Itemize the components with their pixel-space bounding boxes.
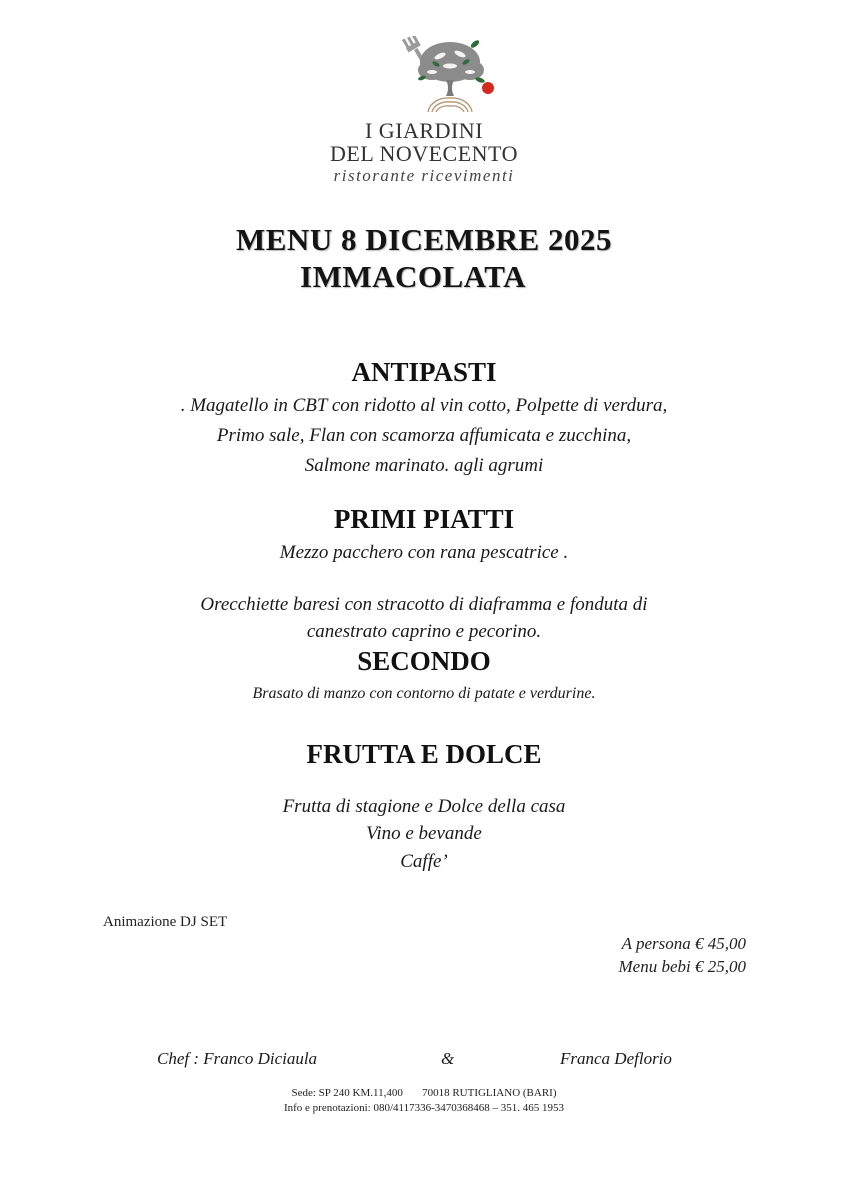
brand-tagline: ristorante ricevimenti xyxy=(333,166,515,185)
brand-name-line2: DEL NOVECENTO xyxy=(330,141,518,166)
chef-ampersand: & xyxy=(441,1049,455,1068)
entertainment-note: Animazione DJ SET xyxy=(103,914,228,930)
menu-title: MENU 8 DICEMBRE 2025 xyxy=(236,222,612,257)
restaurant-logo-tree-icon xyxy=(380,36,520,116)
price-per-person: A persona € 45,00 xyxy=(621,934,746,953)
antipasti-line: Primo sale, Flan con scamorza affumicata e zucchina, xyxy=(216,425,632,446)
frutta-line: Frutta di stagione e Dolce della casa xyxy=(282,796,566,817)
section-heading-antipasti: ANTIPASTI xyxy=(351,357,497,387)
chef-name-2: Franca Deflorio xyxy=(560,1049,672,1068)
frutta-line: Vino e bevande xyxy=(366,823,482,844)
primi-line: canestrato caprino e pecorino. xyxy=(306,621,542,642)
footer-contacts: Info e prenotazioni: 080/4117336-3470368468 – 351. 465 1953 xyxy=(283,1102,565,1114)
primi-line: Orecchiette baresi con stracotto di diaframma e fonduta di xyxy=(200,594,648,615)
price-baby-menu: Menu bebi € 25,00 xyxy=(618,957,746,976)
section-heading-secondo: SECONDO xyxy=(357,646,491,676)
secondo-line: Brasato di manzo con contorno di patate e verdurine. xyxy=(252,685,596,702)
section-heading-primi: PRIMI PIATTI xyxy=(333,504,515,534)
primi-line: Mezzo pacchero con rana pescatrice . xyxy=(279,542,569,563)
antipasti-line: Salmone marinato. agli agrumi xyxy=(304,455,544,476)
brand-name-line1: I GIARDINI xyxy=(364,118,484,143)
antipasti-line: . Magatello in CBT con ridotto al vin cotto, Polpette di verdura, xyxy=(180,395,668,416)
frutta-line: Caffe’ xyxy=(400,851,448,872)
section-heading-frutta-dolce: FRUTTA E DOLCE xyxy=(306,739,542,769)
footer-address: Sede: SP 240 KM.11,400 70018 RUTIGLIANO (BARI) xyxy=(291,1087,557,1099)
chef-name-1: Chef : Franco Diciaula xyxy=(157,1049,318,1068)
menu-subtitle: IMMACOLATA xyxy=(300,259,526,294)
